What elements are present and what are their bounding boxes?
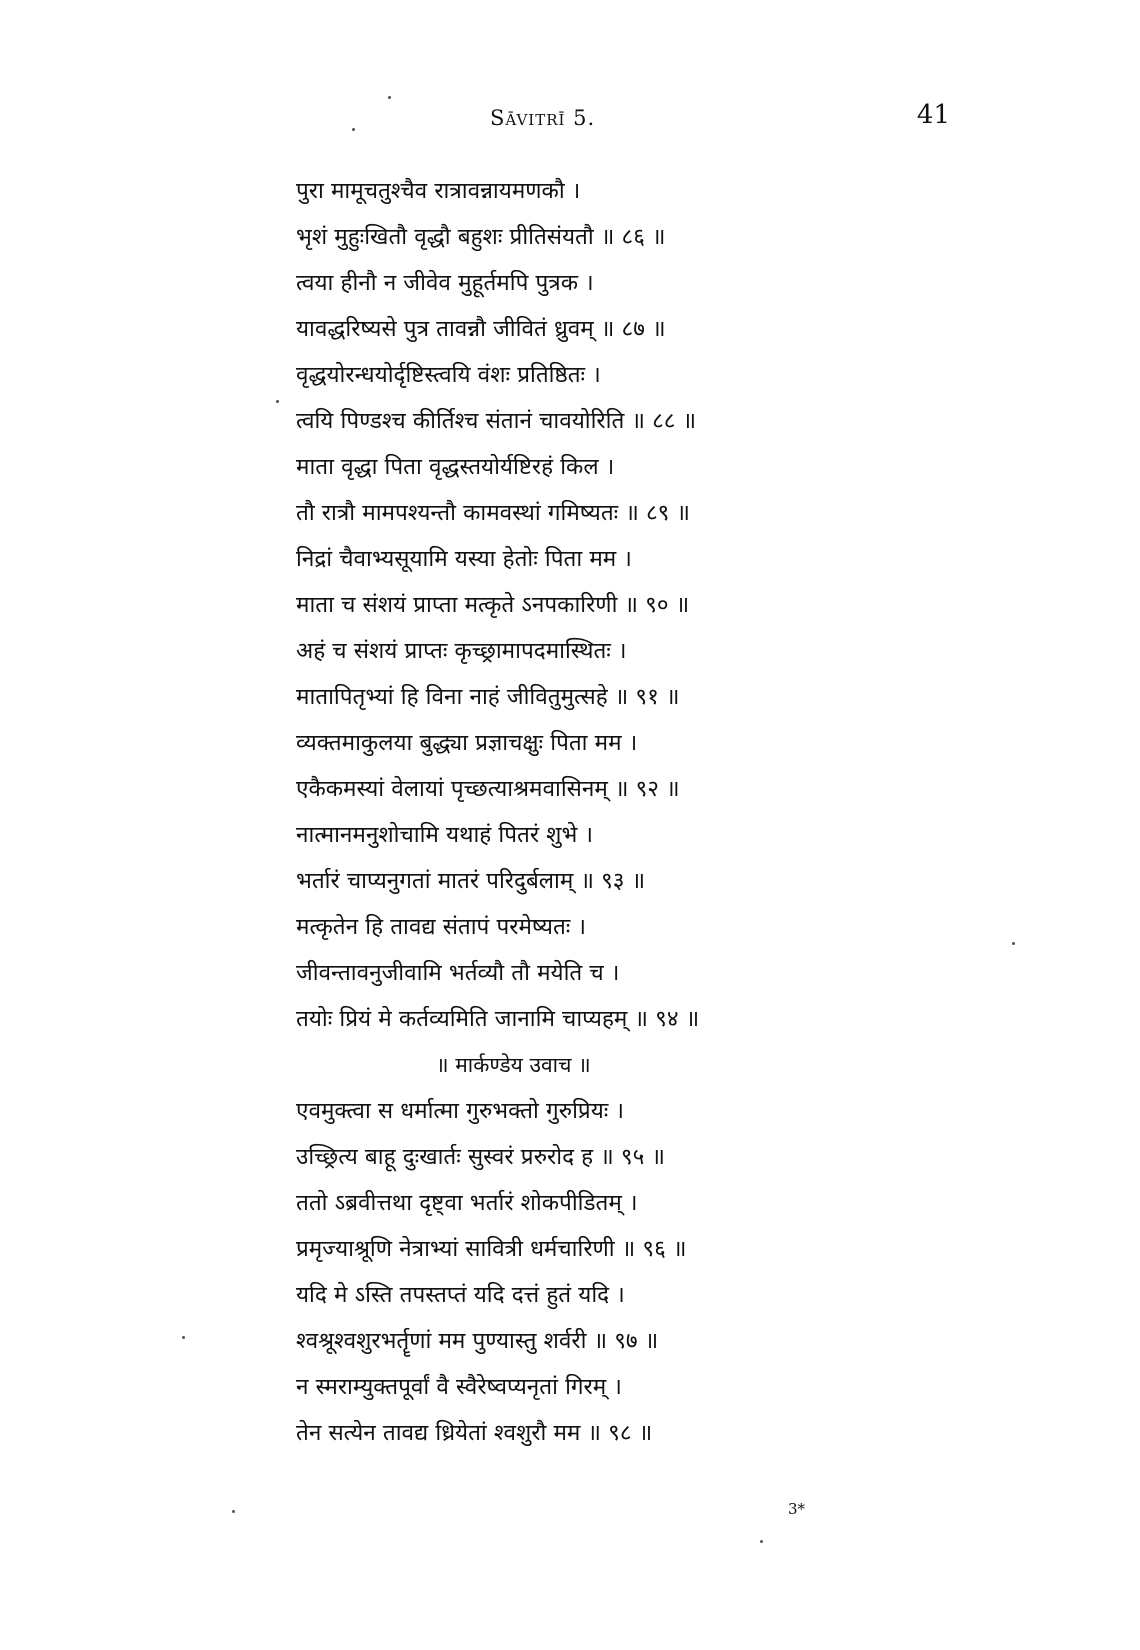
verse-line: तयोः प्रियं मे कर्तव्यमिति जानामि चाप्यहम् ॥ ९४ ॥: [296, 1006, 700, 1032]
verse-line: यदि मे ऽस्ति तपस्तप्तं यदि दत्तं हुतं यदि ।: [296, 1282, 625, 1308]
scan-speck: [276, 400, 279, 403]
verse-line: भर्तारं चाप्यनुगतां मातरं परिदुर्बलाम् ॥ ९३ ॥: [296, 868, 646, 894]
verse-line: उच्छ्रित्य बाहू दुःखार्तः सुस्वरं प्ररुरोद ह ॥ ९५ ॥: [296, 1144, 665, 1170]
verse-line: पुरा मामूचतुश्चैव रात्रावन्नायमणकौ ।: [296, 178, 581, 204]
verse-line: भृशं मुहुःखितौ वृद्धौ बहुशः प्रीतिसंयतौ ॥ ८६ ॥: [296, 224, 666, 250]
verse-line: एवमुक्त्वा स धर्मात्मा गुरुभक्तो गुरुप्रियः ।: [296, 1098, 624, 1124]
verse-line: वृद्धयोरन्धयोर्दृष्टिस्त्वयि वंशः प्रतिष्ठितः ।: [296, 362, 601, 388]
speaker-heading: ॥ मार्कण्डेय उवाच ॥: [436, 1053, 591, 1077]
verse-line: त्वया हीनौ न जीवेव मुहूर्तमपि पुत्रक ।: [296, 270, 594, 296]
verse-line: न स्मराम्युक्तपूर्वां वै स्वैरेष्वप्यनृतां गिरम् ।: [296, 1374, 622, 1400]
verse-block: [296, 168, 856, 1456]
verse-line: प्रमृज्याश्रूणि नेत्राभ्यां सावित्री धर्मचारिणी ॥ ९६ ॥: [296, 1236, 687, 1262]
signature-mark: 3*: [788, 1500, 806, 1518]
verse-line: मत्कृतेन हि तावद्य संतापं परमेष्यतः ।: [296, 914, 587, 940]
running-head: [300, 100, 950, 140]
verse-line: जीवन्तावनुजीवामि भर्तव्यौ तौ मयेति च ।: [296, 960, 620, 986]
scan-speck: [182, 1336, 185, 1339]
verse-line: एकैकमस्यां वेलायां पृच्छत्याश्रमवासिनम् ॥ ९२ ॥: [296, 776, 680, 802]
verse-line: ततो ऽब्रवीत्तथा दृष्ट्वा भर्तारं शोकपीडितम् ।: [296, 1190, 638, 1216]
verse-line: अहं च संशयं प्राप्तः कृच्छ्रामापदमास्थितः ।: [296, 638, 627, 664]
verse-line: तेन सत्येन तावद्य ध्रियेतां श्वशुरौ मम ॥ ९८ ॥: [296, 1420, 653, 1446]
verse-line: तौ रात्रौ मामपश्यन्तौ कामवस्थां गमिष्यतः ॥ ८९ ॥: [296, 500, 691, 526]
scan-speck: [352, 128, 355, 131]
verse-line: यावद्धरिष्यसे पुत्र तावन्नौ जीवितं ध्रुवम् ॥ ८७ ॥: [296, 316, 666, 342]
verse-line: मातापितृभ्यां हि विना नाहं जीवितुमुत्सहे ॥ ९१ ॥: [296, 684, 680, 710]
verse-line: श्वश्रूश्वशुरभर्तॄणां मम पुण्यास्तु शर्वरी ॥ ९७ ॥: [296, 1328, 659, 1354]
verse-line: नात्मानमनुशोचामि यथाहं पितरं शुभे ।: [296, 822, 593, 848]
scan-speck: [388, 96, 391, 99]
verse-line: व्यक्तमाकुलया बुद्ध्या प्रज्ञाचक्षुः पिता मम ।: [296, 730, 638, 756]
scan-speck: [232, 1510, 235, 1513]
verse-line: माता च संशयं प्राप्ता मत्कृते ऽनपकारिणी ॥ ९० ॥: [296, 592, 690, 618]
scan-speck: [760, 1540, 763, 1543]
scan-speck: [1012, 942, 1015, 945]
page-number: 41: [916, 100, 950, 130]
running-title: Sāvitrī 5.: [490, 106, 596, 130]
verse-line: माता वृद्धा पिता वृद्धस्तयोर्यष्टिरहं किल ।: [296, 454, 615, 480]
verse-line: त्वयि पिण्डश्च कीर्तिश्च संतानं चावयोरिति ॥ ८८ ॥: [296, 408, 697, 434]
verse-line: निद्रां चैवाभ्यसूयामि यस्या हेतोः पिता मम ।: [296, 546, 632, 572]
